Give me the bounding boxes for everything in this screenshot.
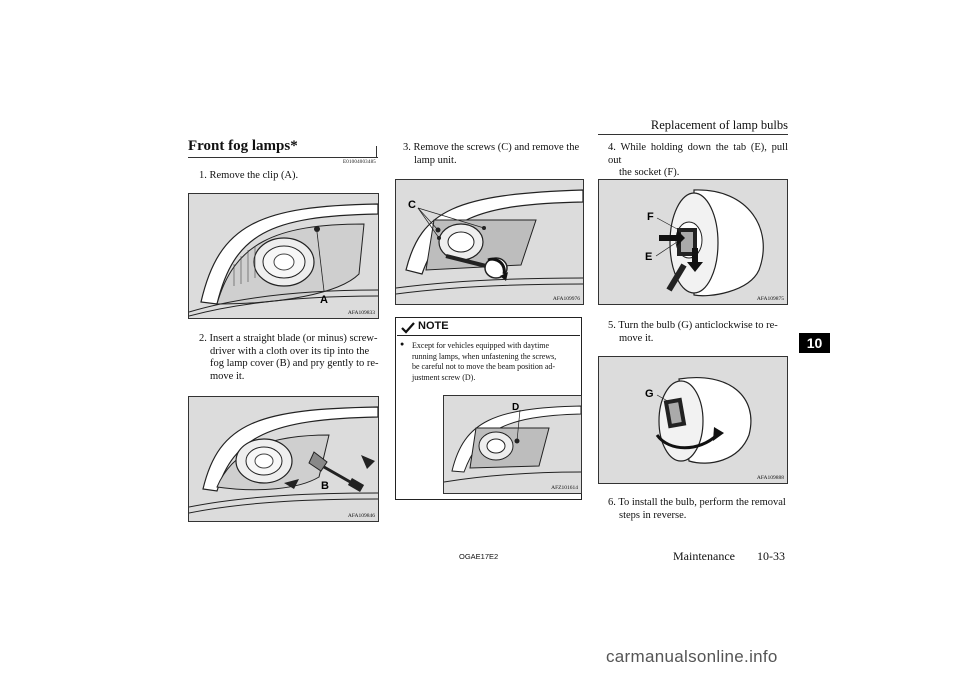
header-rule <box>598 134 788 135</box>
step-text: fog lamp cover (B) and pry gently to re- <box>210 358 379 369</box>
chapter-tab: 10 <box>799 333 830 353</box>
footer-section-name: Maintenance <box>673 549 735 563</box>
note-bullet: ● <box>400 341 405 348</box>
running-header: Replacement of lamp bulbs <box>650 118 788 132</box>
step-number: 2. <box>199 333 207 344</box>
section-title: Front fog lamps* <box>188 138 298 154</box>
label-e: E <box>645 251 653 263</box>
step-text: move it. <box>619 332 654 344</box>
section-rule-tick <box>376 146 377 157</box>
figure-beam-adjustment-screw <box>443 395 582 494</box>
section-rule <box>188 157 378 158</box>
figure-bulb-rotation <box>598 356 788 484</box>
step-text: driver with a cloth over its tip into the <box>210 345 370 357</box>
step-text: lamp unit. <box>414 154 457 166</box>
step-number: 5. <box>608 320 616 331</box>
figure-code: AFA109976 <box>552 296 580 302</box>
step-text: Turn the bulb (G) anticlockwise to re- <box>618 320 778 331</box>
step-6 <box>608 497 788 522</box>
step-text: Insert a straight blade (or minus) screw- <box>209 333 378 344</box>
step-5 <box>608 320 788 345</box>
step-text: Remove the clip (A). <box>209 170 299 181</box>
note-line: be careful not to move the beam position ad- <box>412 362 556 372</box>
label-c: C <box>408 199 416 211</box>
step-number: 4. <box>608 142 616 153</box>
note-label: NOTE <box>418 320 449 332</box>
note-line: Except for vehicles equipped with daytime <box>412 341 550 350</box>
step-3 <box>403 142 583 167</box>
label-b: B <box>321 480 329 492</box>
figure-code: AFZ101614 <box>551 485 578 491</box>
step-text: Remove the screws (C) and remove the <box>413 142 580 153</box>
figure-fog-lamp-clip <box>188 193 379 319</box>
label-a: A <box>320 294 328 306</box>
page-number: 10-33 <box>757 549 785 563</box>
step-text: While holding down the tab (E), pull out <box>608 142 788 166</box>
step-number: 1. <box>199 170 207 181</box>
figure-code: AFA109875 <box>756 296 784 302</box>
step-text: move it. <box>210 370 245 382</box>
step-1 <box>199 170 379 183</box>
figure-code: AFA109846 <box>347 513 375 519</box>
step-2 <box>199 333 379 383</box>
figure-fog-lamp-cover <box>188 396 379 522</box>
figure-code: AFA109833 <box>347 310 375 316</box>
step-text: To install the bulb, perform the removal <box>618 497 786 508</box>
label-g: G <box>645 388 654 400</box>
step-text: the socket (F). <box>619 167 680 178</box>
step-number: 3. <box>403 142 411 153</box>
step-4 <box>608 142 788 180</box>
note-text <box>412 341 577 383</box>
watermark: carmanualsonline.info <box>606 647 778 666</box>
note-line: running lamps, when unfastening the screws, <box>412 351 557 361</box>
document-code: OGAE17E2 <box>459 552 499 561</box>
step-number: 6. <box>608 497 616 508</box>
label-d: D <box>512 402 520 413</box>
figure-socket-tab <box>598 179 788 305</box>
label-f: F <box>647 211 654 223</box>
note-icon <box>401 321 415 339</box>
note-divider <box>397 335 580 336</box>
figure-lamp-unit-screws <box>395 179 584 305</box>
figure-code: AFA109888 <box>756 475 784 481</box>
step-text: steps in reverse. <box>619 509 687 521</box>
section-code: E01004003485 <box>343 160 376 165</box>
note-line: justment screw (D). <box>412 372 476 382</box>
